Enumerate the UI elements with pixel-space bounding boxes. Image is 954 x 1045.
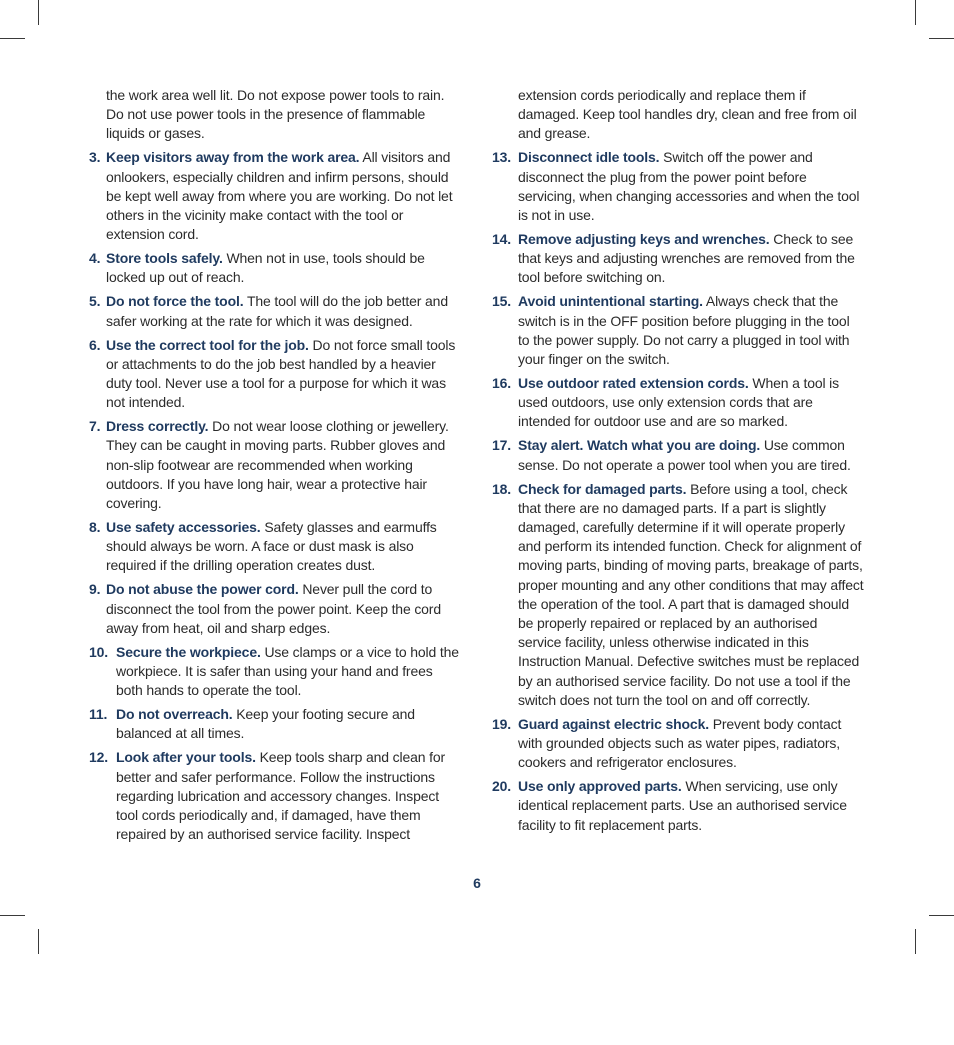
safety-rule-item [89,705,461,743]
rule-text: Never pull the cord to disconnect the tool from the power point. Keep the cord away from heat, oil and sharp edges. [106,581,441,636]
rule-number: 19. [492,715,512,732]
crop-mark-top-right-vertical [915,0,916,25]
safety-rule-item [492,480,864,710]
rule-number: 8. [89,519,101,536]
rule-heading: Use safety accessories. [106,519,261,536]
rule-text: Before using a tool, check that there are no damaged parts. If a part is slightly damaged, carefully determine if it will operate properly and perform its intended function. Check for alignment of moving parts, binding of moving parts, breakage of parts, proper mounting and any other conditions that may affect the operation of the tool. A part that is damaged should be properly repaired or replaced by an authorised service facility, unless otherwise indicated in this Instruction Manual. Defective switches must be replaced by an authorised service facility. Do not use a tool if the switch does not turn the tool on and off correctly. [518,480,864,708]
rule-body [89,748,461,844]
rule-body [492,480,864,710]
rule-body [492,292,864,369]
continued-paragraph: the work area well lit. Do not expose power tools to rain. Do not use power tools in the presence of flammable liquids or gases. [106,87,445,142]
rule-text: Check to see that keys and adjusting wrenches are removed from the tool before switching on. [518,231,855,286]
rule-number: 18. [492,480,512,497]
safety-rule-item [492,230,864,288]
rule-body [89,705,461,743]
rule-text: When a tool is used outdoors, use only extension cords that are intended for outdoor use and are so marked. [518,375,839,430]
rule-body [492,777,864,835]
rule-body [89,292,461,330]
rule-number: 12. [89,749,109,766]
rule-body [492,436,864,474]
rule-number: 4. [89,250,101,267]
rule-number: 17. [492,437,512,454]
safety-rule-item [492,374,864,432]
crop-mark-top-left-horizontal [0,38,25,39]
safety-rules-list-left [89,148,461,844]
rule-heading: Guard against electric shock. [518,715,709,732]
rule-number: 16. [492,375,512,392]
rule-heading: Check for damaged parts. [518,480,687,497]
rule-number: 9. [89,581,101,598]
continued-paragraph: extension cords periodically and replace them if damaged. Keep tool handles dry, clean and free from oil and grease. [518,87,857,142]
rule-body [492,148,864,225]
rule-body [89,417,461,513]
crop-mark-bottom-right-vertical [915,929,916,954]
rule-body [89,643,461,701]
rule-number: 15. [492,293,512,310]
rule-body [492,715,864,773]
rule-number: 14. [492,231,512,248]
rule-text: Switch off the power and disconnect the plug from the power point before servicing, when changing accessories and when the tool is not in use. [518,149,860,224]
rule-text: Use clamps or a vice to hold the workpiece. It is safer than using your hand and frees both hands to operate the tool. [116,643,459,699]
rule-text: Use common sense. Do not operate a power tool when you are tired. [518,437,851,473]
rule-number: 5. [89,293,101,310]
safety-rule-item [89,518,461,576]
rule-heading: Do not force the tool. [106,293,244,310]
rule-body [492,374,864,432]
safety-rules-list-right [492,148,864,834]
rule-body [89,580,461,638]
rule-heading: Secure the workpiece. [116,643,261,660]
rule-number: 20. [492,778,512,795]
rule-body [89,148,461,244]
rule-heading: Keep visitors away from the work area. [106,149,360,166]
rule-heading: Avoid unintentional starting. [518,293,703,310]
safety-rule-item [89,748,461,844]
rule-text: All visitors and onlookers, especially children and infirm persons, should be kept well away from where you are working. Do not let others in the vicinity make contact with the tool or extension cord. [106,149,453,243]
rule-heading: Use outdoor rated extension cords. [518,375,749,392]
rule-text: The tool will do the job better and safer working at the rate for which it was designed. [106,293,448,329]
crop-mark-top-left-vertical [38,0,39,25]
right-column [492,86,864,840]
safety-rule-item [492,436,864,474]
safety-rule-item [89,249,461,287]
rule-heading: Store tools safely. [106,250,223,267]
rule-heading: Dress correctly. [106,418,209,435]
rule-heading: Do not abuse the power cord. [106,581,299,598]
rule-heading: Disconnect idle tools. [518,149,660,166]
rule-heading: Stay alert. Watch what you are doing. [518,437,761,454]
rule-number: 11. [89,706,108,723]
rule-text: Always check that the switch is in the OFF position before plugging in the tool to the power supply. Do not carry a plugged in tool with your finger on the switch. [518,293,850,368]
safety-rule-item [89,292,461,330]
crop-mark-bottom-left-horizontal [0,915,25,916]
rule-number: 13. [492,149,512,166]
page-number: 6 [473,875,481,891]
safety-rule-item [89,580,461,638]
safety-rule-item [89,417,461,513]
rule-number: 6. [89,336,101,353]
rule-text: Do not force small tools or attachments to do the job best handled by a heavier duty tool. Never use a tool for a purpose for which it was not intended. [106,336,456,411]
rule-heading: Do not overreach. [116,706,233,723]
safety-rule-item [492,292,864,369]
rule-body [492,230,864,288]
safety-rule-item [89,336,461,413]
safety-rule-item [89,148,461,244]
rule-text: When not in use, tools should be locked up out of reach. [106,250,425,286]
left-column [89,86,461,849]
crop-mark-bottom-right-horizontal [929,915,954,916]
rule-text: Keep your footing secure and balanced at all times. [116,706,415,742]
rule-heading: Use the correct tool for the job. [106,336,309,353]
safety-rule-item [492,777,864,835]
rule-heading: Use only approved parts. [518,778,682,795]
crop-mark-bottom-left-vertical [38,929,39,954]
rule-body [89,336,461,413]
rule-body [89,249,461,287]
rule-heading: Remove adjusting keys and wrenches. [518,231,770,248]
safety-rule-item [89,643,461,701]
rule-text: Keep tools sharp and clean for better and safer performance. Follow the instructions regarding lubrication and accessory changes. Inspect tool cords periodically and, if damaged, have them repaired by an authorised service facility. Inspect [116,749,445,843]
rule-text: Safety glasses and earmuffs should always be worn. A face or dust mask is also required if the drilling operation creates dust. [106,519,437,574]
rule-body [89,518,461,576]
rule-number: 3. [89,149,101,166]
rule-text: Prevent body contact with grounded objects such as water pipes, radiators, cookers and refrigerator enclosures. [518,715,842,771]
rule-text: When servicing, use only identical replacement parts. Use an authorised service facility to fit replacement parts. [518,778,847,833]
rule-text: Do not wear loose clothing or jewellery. They can be caught in moving parts. Rubber gloves and non-slip footwear are recommended when working outdoors. If you have long hair, wear a protective hair covering. [106,418,449,512]
rule-heading: Look after your tools. [116,749,256,766]
rule-number: 10. [89,643,109,660]
rule-number: 7. [89,418,101,435]
safety-rule-item [492,148,864,225]
crop-mark-top-right-horizontal [929,38,954,39]
safety-rule-item [492,715,864,773]
